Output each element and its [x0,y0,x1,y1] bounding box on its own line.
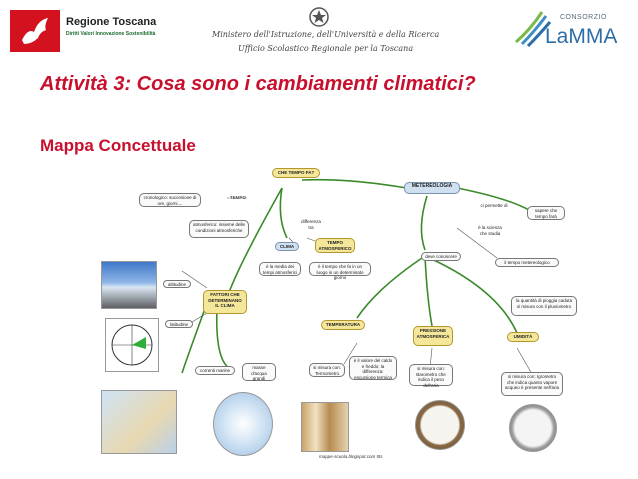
node-termometro: si misura con: Termometro [309,363,345,377]
lamma-tag: CONSORZIO [560,14,607,21]
currents-map [101,390,177,454]
hygrometer-photo [509,404,557,452]
regione-title: Regione Toscana [66,16,157,28]
node-barometro: si misura con: Barometro che indica il peso dell'aria [409,364,453,386]
ministry-line2: Ufficio Scolastico Regionale per la Toscana [238,44,414,53]
node-che-tempo-fa: CHE TEMPO FA? [272,168,320,178]
label-ci-permette-di: ci permette di [480,203,508,208]
regione-subtitle: Diritti Valori Innovazione Sostenibilità [66,31,156,37]
node-metereologia: METEREOLOGIA [404,182,460,194]
node-correnti-marine: correnti marine [195,366,235,375]
ministry-line1: Ministero dell'Istruzione, dell'Università e della Ricerca [212,30,440,39]
node-pressione: PRESSIONE ATMOSFERICA [413,326,453,346]
regione-toscana-logo [10,10,60,52]
node-umidita: UMIDITÀ [507,332,539,342]
node-tempo-def: è il tempo che fa in un luogo in un determinato giorno [309,262,371,276]
globe-latitude-icon [106,319,158,371]
mountain-photo [101,261,157,309]
label-differenza-tra: differenza tra [301,219,321,230]
node-temperatura: TEMPERATURA [321,320,365,330]
node-pioggia: la quantità di pioggia caduta si misura con il pluviometro [511,296,577,316]
node-clima: CLIMA [275,242,299,251]
node-masse-acqua: masse d'acqua grandi [242,363,276,381]
label-scienza: è la scienza che studia [478,225,502,236]
lamma-name: LaMMA [545,25,618,48]
thermometer-photo [301,402,349,452]
node-tempo-metereologico: il tempo metereologico [495,258,559,267]
node-sapere: sapere che tempo farà [527,206,565,220]
slide-title: Attività 3: Cosa sono i cambiamenti climatici? [40,73,476,95]
slide-subtitle: Mappa Concettuale [40,136,196,155]
node-tempo-atmosferico: TEMPO ATMOSFERICO [315,238,355,253]
republic-emblem-icon [308,6,330,28]
label-tempo: TEMPO [229,195,246,200]
node-atmosferico: atmosferico: insieme delle condizioni atmosferiche [189,220,249,238]
node-escursione: è il valore del caldo e freddo; la differenza: escursione termica [349,356,397,380]
node-cronologico: cronologico: succesione di ore, giorni.... [139,193,201,207]
latitude-diagram [105,318,159,372]
node-latitudine: latitudine [165,320,193,328]
map-credit: mappe-scuola.blogspot.com 5ts [319,454,383,459]
node-deve-conoscere: deve conoscere [421,252,461,261]
node-altitudine: altitudine [163,280,191,288]
barometer-photo [415,400,465,450]
node-fattori-clima: FATTORI CHE DETERMINANO IL CLIMA [203,290,247,314]
node-clima-def: è la media dei tempi atmosferici [259,262,301,276]
node-igrometro: si misura con: Igrometro che indica quanto vapore acqueo è presente nell'aria [501,372,563,396]
pegasus-icon [10,10,60,52]
globe-map [213,392,273,456]
concept-map [97,158,590,463]
ministry-logo [212,6,440,60]
